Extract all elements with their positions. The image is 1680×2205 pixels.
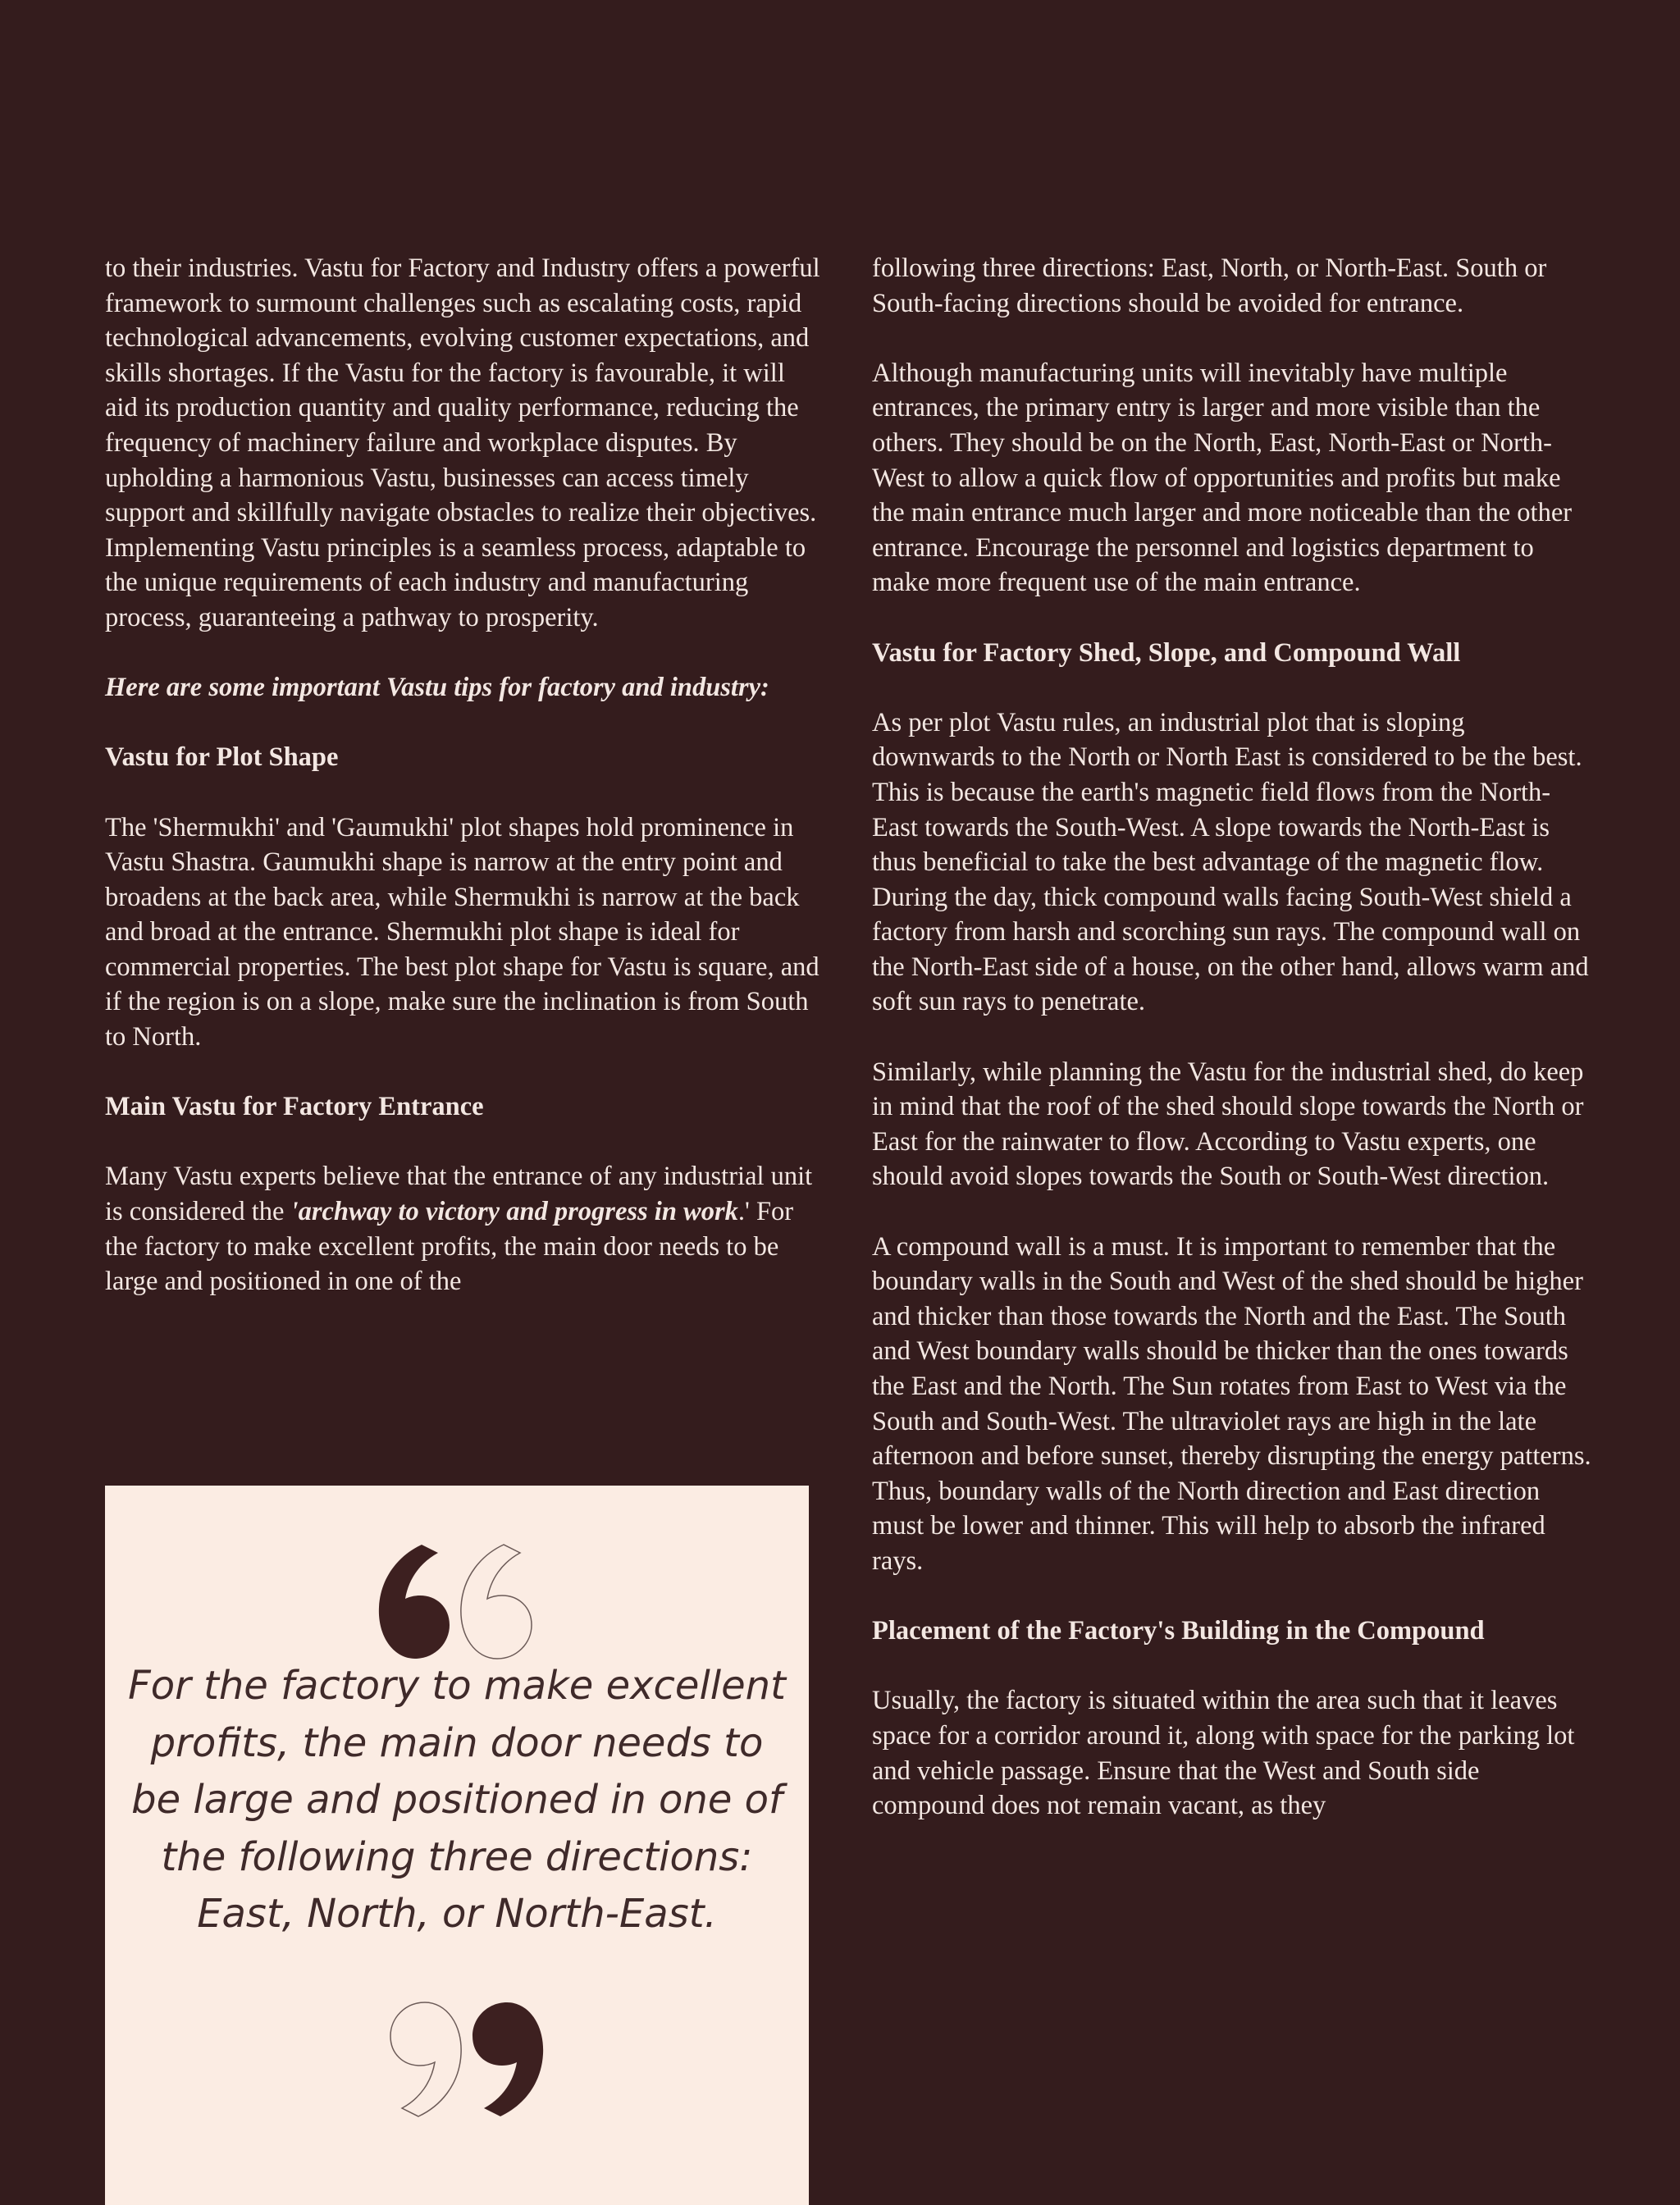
tips-lead-colon: : <box>760 673 769 703</box>
tips-lead <box>105 670 824 705</box>
continuation-paragraph: following three directions: East, North, or North-East. South or South-facing directions should be avoided for entrance. <box>872 253 1547 318</box>
opening-quote-icon <box>364 1540 536 1663</box>
intro-paragraph: to their industries. Vastu for Factory and Industry offers a powerful framework to surmount challenges such as escalating costs, rapid technological advancements, evolving customer expectations, and skills shortages. If the Vastu for the factory is favourable, it will aid its production quantity and quality performance, reducing the frequency of machinery failure and workplace disputes. By upholding a harmonious Vastu, businesses can access timely support and skillfully navigate obstacles to realize their objectives. Implementing Vastu principles is a seamless process, adaptable to the unique requirements of each industry and manufacturing process, guaranteeing a pathway to prosperity. <box>105 253 820 632</box>
tips-lead-text: Here are some important Vastu tips for factory and industry <box>105 673 761 703</box>
wall-paragraph: A compound wall is a must. It is important to remember that the boundary walls in the South and West of the shed should be higher and thicker than those towards the North and the East. The South and West boundary walls should be thicker than the ones towards the East and the North. The Sun rotates from East to West via the South and South-West. The ultraviolet rays are high in the late afternoon and before sunset, thereby disrupting the energy patterns. Thus, boundary walls of the North direction and East direction must be lower and thinner. This will help to absorb the infrared rays. <box>872 1231 1591 1576</box>
closing-quote-icon <box>386 1998 558 2121</box>
shed-paragraph: Similarly, while planning the Vastu for the industrial shed, do keep in mind that the roof of the shed should slope towards the North or East for the rainwater to flow. According to Vastu experts, one should avoid slopes towards the South or South-West direction. <box>872 1057 1584 1192</box>
plot-shape-heading: Vastu for Plot Shape <box>105 742 339 773</box>
entrance-paragraph <box>105 1159 824 1299</box>
pull-quote-text: For the factory to make excellent profits, the main door needs to be large and positioned in one of the following three directions: East, North, or North-East. <box>128 1663 786 1937</box>
left-column <box>105 251 824 1334</box>
shed-heading: Vastu for Factory Shed, Slope, and Compound Wall <box>872 637 1461 668</box>
entrances-paragraph: Although manufacturing units will inevitably have multiple entrances, the primary entry is larger and more visible than the others. They should be on the North, East, North-East or North-West to allow a quick flow of opportunities and profits but make the main entrance much larger and more noticeable than the other entrance. Encourage the personnel and logistics department to make more frequent use of the main entrance. <box>872 358 1573 598</box>
pull-quote-box <box>105 1486 809 2205</box>
placement-paragraph: Usually, the factory is situated within the area such that it leaves space for a corridor around it, along with space for the parking lot and vehicle passage. Ensure that the West and South side compound does not remain vacant, as they <box>872 1686 1575 1821</box>
placement-heading: Placement of the Factory's Building in the Compound <box>872 1616 1485 1646</box>
right-column <box>872 251 1594 1858</box>
slope-paragraph: As per plot Vastu rules, an industrial plot that is sloping downwards to the North or North East is considered to be the best. This is because the earth's magnetic field flows from the North-East towards the South-West. A slope towards the North-East is thus beneficial to take the best advantage of the magnetic flow. During the day, thick compound walls facing South-West shield a factory from harsh and scorching sun rays. The compound wall on the North-East side of a house, on the other hand, allows warm and soft sun rays to penetrate. <box>872 707 1589 1017</box>
plot-shape-paragraph: The 'Shermukhi' and 'Gaumukhi' plot shapes hold prominence in Vastu Shastra. Gaumukhi shape is narrow at the entry point and broadens at the back area, while Shermukhi is narrow at the back and broad at the entrance. Shermukhi plot shape is ideal for commercial properties. The best plot shape for Vastu is square, and if the region is on a slope, make sure the inclination is from South to North. <box>105 812 819 1052</box>
entrance-paragraph-emphasis: 'archway to victory and progress in work <box>290 1197 738 1227</box>
entrance-heading: Main Vastu for Factory Entrance <box>105 1092 484 1122</box>
entrance-paragraph-start: Many Vastu experts believe that the entrance of any industrial unit is considered the <box>105 1162 813 1227</box>
entrance-paragraph-end: .' For the factory to make excellent profits, the main door needs to be large and positioned in one of the <box>105 1197 794 1297</box>
